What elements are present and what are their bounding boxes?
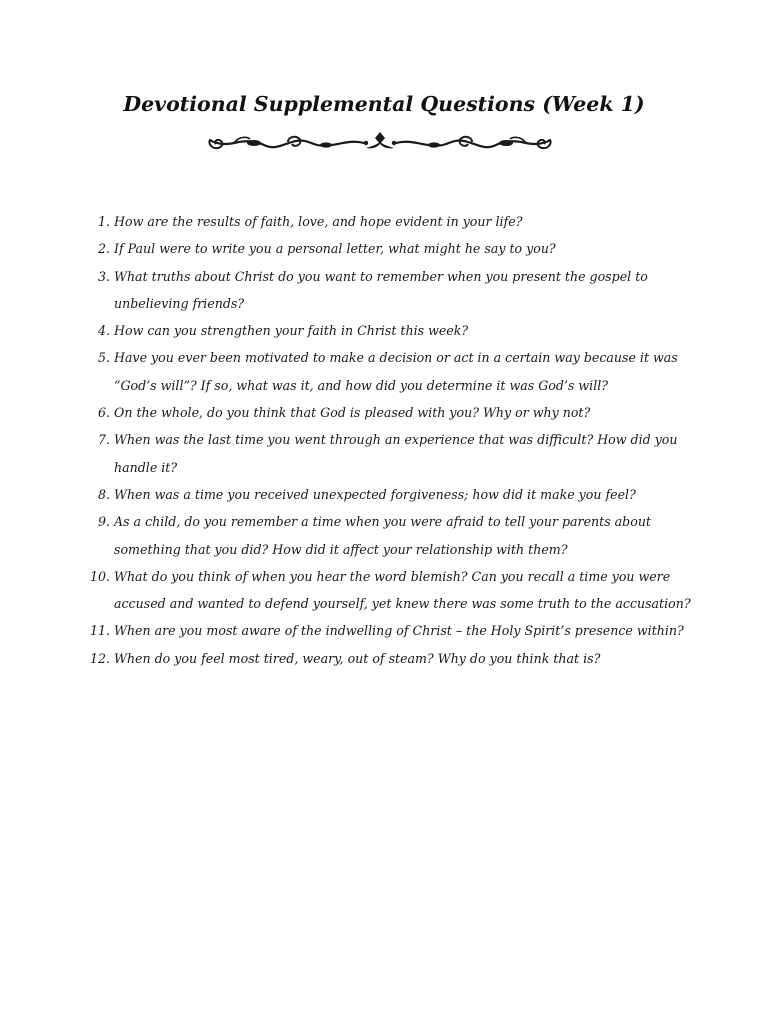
question-text-line: On the whole, do you think that God is pleased with you? Why or why not? [114,405,591,421]
question-text-line: handle it? [114,459,178,475]
question-text-line: When was the last time you went through an experience that was difficult? How did you [114,432,678,448]
question-number: 6. [97,405,110,421]
question-item [88,481,688,508]
page-title: Devotional Supplemental Questions (Week 1) [123,92,645,116]
question-list [88,208,691,672]
question-number: 10. [90,568,111,584]
question-text-line: What truths about Christ do you want to remember when you present the gospel to [114,268,648,284]
flourish-divider-icon [206,130,554,156]
question-item [88,344,688,399]
question-text-line: How can you strengthen your faith in Christ this week? [114,323,469,339]
question-number: 4. [97,323,110,339]
question-item [88,645,688,672]
question-number: 5. [97,350,110,366]
question-number: 3. [97,268,110,284]
question-text-line: When do you feel most tired, weary, out of steam? Why do you think that is? [114,650,601,666]
question-item [88,399,688,426]
question-item [88,617,688,644]
question-item [88,563,691,618]
question-text-line: unbelieving friends? [114,295,245,311]
question-item [88,426,688,481]
question-item [88,508,688,563]
question-number: 11. [90,623,111,639]
question-number: 8. [97,486,110,502]
question-text-line: If Paul were to write you a personal letter, what might he say to you? [114,241,556,257]
question-text-line: When was a time you received unexpected forgiveness; how did it make you feel? [114,486,636,502]
question-text-line: What do you think of when you hear the word blemish? Can you recall a time you were [114,568,671,584]
question-text-line: something that you did? How did it affect your relationship with them? [114,541,568,557]
question-item [88,208,688,235]
question-number: 9. [97,514,110,530]
question-number: 12. [90,650,111,666]
question-number: 2. [97,241,110,257]
question-text-line: When are you most aware of the indwelling of Christ – the Holy Spirit’s presence within? [114,623,684,639]
question-text-line: Have you ever been motivated to make a decision or act in a certain way because it was [114,350,678,366]
question-text-line: accused and wanted to defend yourself, yet knew there was some truth to the accusation? [114,596,691,612]
question-text-line: As a child, do you remember a time when you were afraid to tell your parents about [114,514,651,530]
question-number: 1. [97,214,110,229]
question-number: 7. [97,432,110,448]
question-item [88,235,688,262]
question-item [88,263,688,318]
question-text-line: “God’s will”? If so, what was it, and how did you determine it was God’s will? [114,377,609,393]
question-text-line: How are the results of faith, love, and hope evident in your life? [114,214,523,229]
question-item [88,317,688,344]
